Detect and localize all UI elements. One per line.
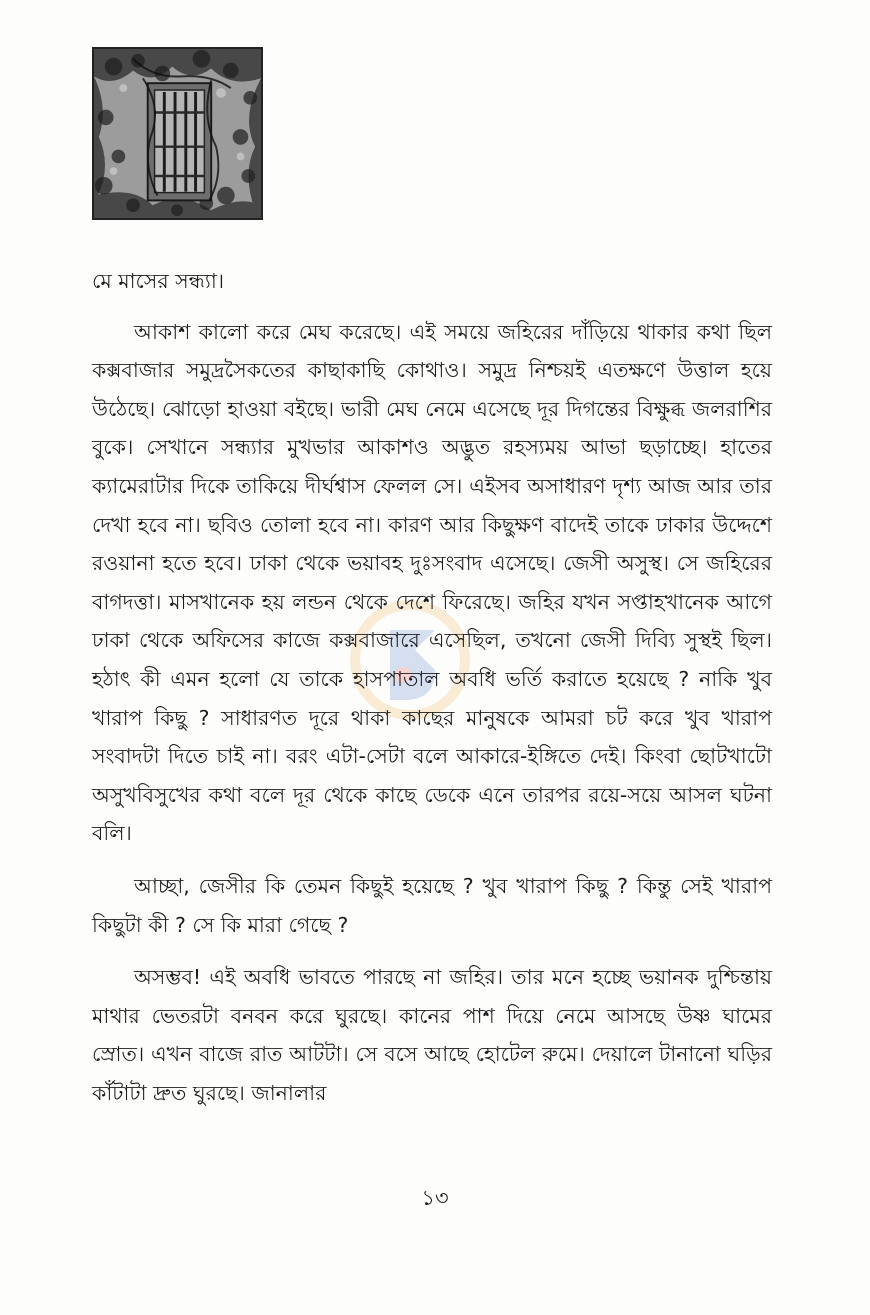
paragraph-1: আকাশ কালো করে মেঘ করেছে। এই সময়ে জহিরের দাঁড়িয়ে থাকার কথা ছিল কক্সবাজার সমুদ্রসৈকতের কাছাকাছি কোথাও। সমুদ্র নিশ্চয়ই এতক্ষণে উত্তাল হয়ে উঠেছে। ঝোড়ো হাওয়া বইছে। ভারী মেঘ নেমে এসেছে দূর দিগন্তের বিক্ষুব্ধ জলরাশির বুকে। সেখানে সন্ধ্যার মুখভার আকাশও অদ্ভুত রহস্যময় আভা ছড়াচ্ছে। হাতের ক্যামেরাটার দিকে তাকিয়ে দীর্ঘশ্বাস ফেলল সে। এইসব অসাধারণ দৃশ্য আজ আর তার দেখা হবে না। ছবিও তোলা হবে না। কারণ আর কিছুক্ষণ বাদেই তাকে ঢাকার উদ্দেশে রওয়ানা হতে হবে। ঢাকা থেকে ভয়াবহ দুঃসংবাদ এসেছে। জেসী অসুস্থ। সে জহিরের বাগদত্তা। মাসখানেক হয় লন্ডন থেকে দেশে ফিরেছে। জহির যখন সপ্তাহখানেক আগে ঢাকা থেকে অফিসের কাজে কক্সবাজারে এসেছিল, তখনো জেসী দিব্যি সুস্থই ছিল। হঠাৎ কী এমন হলো যে তাকে হাসপাতাল অবধি ভর্তি করাতে হয়েছে ? নাকি খুব খারাপ কিছু ? সাধারণত দূরে থাকা কাছের মানুষকে আমরা চট করে খুব খারাপ সংবাদটা দিতে চাই না। বরং এটা-সেটা বলে আকারে-ইঙ্গিতে দেই। কিংবা ছোটখাটো অসুখবিসুখের কথা বলে দূর থেকে কাছে ডেকে এনে তারপর রয়ে-সয়ে আসল ঘটনা বলি। [92,319,772,846]
paragraph-2: আচ্ছা, জেসীর কি তেমন কিছুই হয়েছে ? খুব খারাপ কিছু ? কিন্তু সেই খারাপ কিছুটা কী ? সে কি মারা গেছে ? [92,873,772,937]
page-number: ১৩ [421,1186,449,1210]
overgrown-door-illustration [94,49,261,218]
story-text [92,262,772,1126]
opening-line: মে মাসের সন্ধ্যা। [92,269,225,293]
paragraph-3: অসম্ভব! এই অবধি ভাবতে পারছে না জহির। তার মনে হচ্ছে ভয়ানক দুশ্চিন্তায় মাথার ভেতরটা বনবন করে ঘুরছে। কানের পাশ দিয়ে নেমে আসছে উষ্ণ ঘামের স্রোত। এখন বাজে রাত আটটা। সে বসে আছে হোটেল রুমে। দেয়ালে টানানো ঘড়ির কাঁটাটা দ্রুত ঘুরছে। জানালার [92,965,772,1105]
chapter-illustration [92,47,263,220]
